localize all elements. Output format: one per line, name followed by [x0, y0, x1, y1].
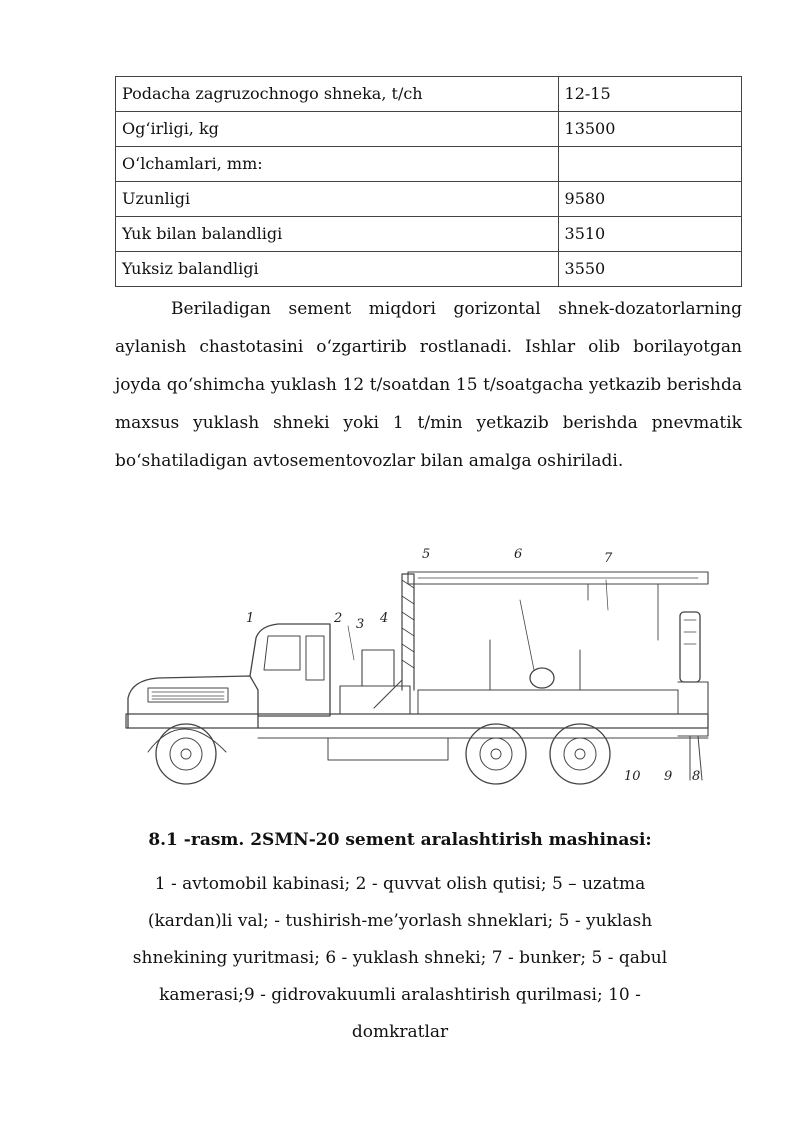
- table-cell-value: 3550: [558, 252, 741, 287]
- table-cell-value: 3510: [558, 217, 741, 252]
- callout-4: 4: [380, 611, 389, 626]
- callout-1: 1: [246, 611, 255, 626]
- table-row: [116, 182, 742, 217]
- callout-10: 10: [624, 769, 641, 784]
- table-row: [116, 252, 742, 287]
- table-row: [116, 77, 742, 112]
- body-paragraph-text: Beriladigan sement miqdori gorizontal shnek-dozatorlarning aylanish chastotasini o‘zgartirib rostlanadi. Ishlar olib borilayotgan joyda qo‘shimcha yuklash 12 t/soatdan 15 t/soatgacha yetkazib berishda maxsus yuklash shneki yoki 1 t/min yetkazib berishda pnevmatik bo‘shatiladigan avtosementovozlar bilan amalga oshiriladi.: [115, 299, 742, 471]
- body-paragraph: [115, 290, 742, 480]
- figure-caption-title: 8.1 -rasm. 2SMN-20 sement aralashtirish mashinasi:: [148, 830, 652, 850]
- callout-8: 8: [692, 769, 701, 784]
- figure-caption-body: 1 - avtomobil kabinasi; 2 - quvvat olish qutisi; 5 – uzatma (kardan)li val; - tushirish-me’yorlash shneklari; 5 - yuklash shnekining yuritmasi; 6 - yuklash shneki; 7 - bunker; 5 - qabul kamerasi;9 - gidrovakuumli aralashtirish qurilmasi; 10 - domkratlar: [132, 874, 668, 1042]
- table-cell-label: Uzunligi: [116, 182, 559, 217]
- callout-2: 2: [334, 611, 343, 626]
- truck-figure: [118, 540, 724, 800]
- table-cell-label: O‘lchamlari, mm:: [116, 147, 559, 182]
- callout-5: 5: [422, 547, 431, 562]
- table-row: [116, 147, 742, 182]
- callout-9: 9: [664, 769, 673, 784]
- table-row: [116, 217, 742, 252]
- callout-3: 3: [356, 617, 365, 632]
- table-cell-label: Yuksiz balandligi: [116, 252, 559, 287]
- callout-6: 6: [514, 547, 523, 562]
- table-row: [116, 112, 742, 147]
- table-cell-value: 12-15: [558, 77, 741, 112]
- table-cell-value: [558, 147, 741, 182]
- table-cell-value: 13500: [558, 112, 741, 147]
- table-cell-value: 9580: [558, 182, 741, 217]
- table-cell-label: Og‘irligi, kg: [116, 112, 559, 147]
- spec-table: [115, 76, 742, 287]
- table-cell-label: Podacha zagruzochnogo shneka, t/ch: [116, 77, 559, 112]
- callout-7: 7: [604, 551, 613, 566]
- table-cell-label: Yuk bilan balandligi: [116, 217, 559, 252]
